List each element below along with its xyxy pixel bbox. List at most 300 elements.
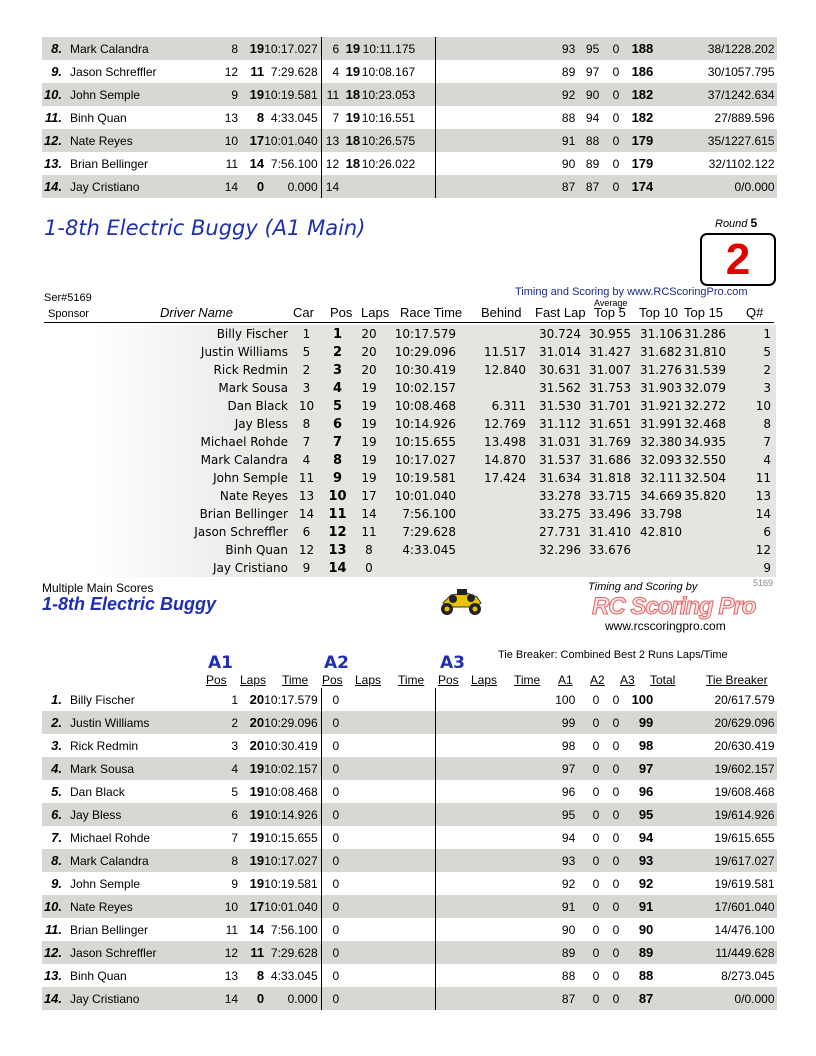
score-a2: 0 xyxy=(575,987,599,1010)
multi-main-code: 5169 xyxy=(753,578,774,588)
race-time: 10:14.926 xyxy=(386,415,456,433)
car-number: 1 xyxy=(290,325,323,343)
avg-top10: 31.903 xyxy=(631,379,682,397)
a1-laps: 19 xyxy=(249,830,265,845)
a2-laps xyxy=(343,849,360,872)
round-label xyxy=(715,216,757,230)
score-total: 188 xyxy=(619,37,653,60)
a1-pos: 3 xyxy=(231,738,239,753)
a2-laps: 18 xyxy=(343,129,360,152)
behind xyxy=(456,559,526,577)
a2-spacer xyxy=(418,734,435,757)
a3-spacer xyxy=(435,895,539,918)
fast-lap: 31.031 xyxy=(526,433,581,451)
score-a3: 0 xyxy=(599,83,619,106)
finish-position: 6 xyxy=(323,415,352,433)
buggy-icon xyxy=(437,583,485,619)
score-a3: 0 xyxy=(599,941,619,964)
avg-top5: 31.686 xyxy=(581,451,631,469)
a2-spacer xyxy=(418,849,435,872)
avg-top15: 32.550 xyxy=(684,453,726,467)
score-a3: 0 xyxy=(599,895,619,918)
race-time: 10:17.027 xyxy=(386,451,456,469)
main-event-results-table xyxy=(44,325,776,577)
score-total: 182 xyxy=(619,83,653,106)
overall-row xyxy=(42,941,777,964)
a3-spacer xyxy=(435,987,539,1010)
avg-top5: 33.496 xyxy=(581,505,631,523)
a1-pos: 8 xyxy=(202,849,244,872)
main-event-title: 1-8th Electric Buggy (A1 Main) xyxy=(44,216,366,240)
finish-position: 3 xyxy=(323,361,352,379)
a2-pos: 0 xyxy=(321,757,343,780)
tie-breaker: 32/1102.122 xyxy=(708,156,775,171)
a2-time-header: Time xyxy=(398,673,425,687)
tie-breaker: 35/1227.615 xyxy=(653,129,776,152)
race-time xyxy=(386,559,456,577)
a2-laps xyxy=(343,987,360,1010)
avg-top5 xyxy=(581,559,631,577)
laps: 14 xyxy=(352,505,386,523)
score-a3: 0 xyxy=(612,830,620,845)
a2-laps xyxy=(343,734,360,757)
header-laps: Laps xyxy=(361,305,390,320)
main-result-row xyxy=(44,343,776,361)
score-a1: 88 xyxy=(561,968,576,983)
driver-name: Dan Black xyxy=(44,397,290,415)
laps: 19 xyxy=(352,397,386,415)
a2-pos: 0 xyxy=(321,711,343,734)
car-number: 9 xyxy=(290,559,323,577)
behind: 17.424 xyxy=(456,469,526,487)
a3-spacer xyxy=(435,941,539,964)
a3-spacer xyxy=(435,803,539,826)
a1-time: 0.000 xyxy=(264,175,321,198)
score-total: 91 xyxy=(619,895,653,918)
a2-pos: 0 xyxy=(321,803,343,826)
a1-pos: 6 xyxy=(202,803,244,826)
a1-pos: 14 xyxy=(202,175,244,198)
a3-spacer xyxy=(435,106,539,129)
score-total: 179 xyxy=(631,156,654,171)
avg-top10: 31.106 xyxy=(631,325,682,343)
a2-time: 10:08.167 xyxy=(361,64,416,79)
overall-row xyxy=(42,711,777,734)
finish-position: 2 xyxy=(323,343,352,361)
tie-breaker-label: Tie Breaker: Combined Best 2 Runs Laps/Time xyxy=(498,649,728,661)
a2-laps: 19 xyxy=(345,110,361,125)
a1-time: 10:29.096 xyxy=(264,711,321,734)
driver-name: Rick Redmin xyxy=(44,361,290,379)
score-total: 100 xyxy=(631,692,654,707)
race-time: 10:17.579 xyxy=(386,325,456,343)
avg-top15 xyxy=(682,541,726,559)
driver-name: Michael Rohde xyxy=(44,433,290,451)
overall-row xyxy=(42,734,777,757)
overall-row xyxy=(42,872,777,895)
a1-time: 10:08.468 xyxy=(264,780,321,803)
driver-name: Justin Williams xyxy=(44,343,290,361)
a1-laps: 20 xyxy=(244,711,264,734)
qualifying-number: 4 xyxy=(726,451,776,469)
overall-row xyxy=(42,849,777,872)
laps: 20 xyxy=(352,361,386,379)
score-a2: 0 xyxy=(575,941,599,964)
finish-place: 11. xyxy=(44,110,63,125)
score-a1: 87 xyxy=(539,175,575,198)
avg-top15: 32.504 xyxy=(684,471,726,485)
fast-lap: 30.724 xyxy=(526,325,581,343)
race-time: 4:33.045 xyxy=(386,541,456,559)
avg-top5: 31.753 xyxy=(581,379,631,397)
finish-position: 5 xyxy=(323,397,352,415)
car-number: 4 xyxy=(290,451,323,469)
avg-top10: 31.991 xyxy=(631,415,682,433)
behind: 6.311 xyxy=(456,397,526,415)
driver-name: Brian Bellinger xyxy=(70,156,149,171)
fast-lap: 31.537 xyxy=(526,451,581,469)
a1-laps: 19 xyxy=(249,784,265,799)
finish-place: 6. xyxy=(42,803,66,826)
score-total: 94 xyxy=(638,830,654,845)
a3-spacer xyxy=(435,826,539,849)
a1-time: 10:17.027 xyxy=(264,849,321,872)
a2-laps: 18 xyxy=(345,156,361,171)
avg-top15: 32.468 xyxy=(684,417,726,431)
a2-time xyxy=(360,688,418,711)
a1-laps: 19 xyxy=(244,757,264,780)
score-total: 87 xyxy=(619,987,653,1010)
driver-name: Dan Black xyxy=(70,784,125,799)
race-time: 10:19.581 xyxy=(386,469,456,487)
qualifying-number: 13 xyxy=(726,487,776,505)
a3-spacer xyxy=(435,849,539,872)
sponsor-header: Sponsor xyxy=(48,308,89,320)
score-a3: 0 xyxy=(599,803,619,826)
main-result-row xyxy=(44,559,776,577)
score-total: 93 xyxy=(619,849,653,872)
score-a1: 90 xyxy=(561,156,576,171)
a1-pos: 11 xyxy=(225,922,239,937)
a2-pos: 0 xyxy=(321,895,343,918)
finish-position: 9 xyxy=(323,469,352,487)
score-a1: 87 xyxy=(539,987,575,1010)
driver-name: Nate Reyes xyxy=(66,895,202,918)
tie-breaker: 19/614.926 xyxy=(653,803,776,826)
overall-row xyxy=(42,688,777,711)
a1-time: 4:33.045 xyxy=(264,964,321,987)
timing-credit-link[interactable]: Timing and Scoring by www.RCScoringPro.com xyxy=(515,286,748,298)
score-a2: 0 xyxy=(575,803,599,826)
tie-breaker: 14/476.100 xyxy=(714,922,775,937)
avg-top15: 32.079 xyxy=(684,381,726,395)
laps: 11 xyxy=(352,523,386,541)
laps: 19 xyxy=(352,415,386,433)
a1-laps: 11 xyxy=(244,941,264,964)
a1-pos: 1 xyxy=(231,692,239,707)
main-result-row xyxy=(44,361,776,379)
score-a1: 94 xyxy=(561,830,576,845)
a1-laps-header: Laps xyxy=(240,673,267,687)
avg-top10: 32.111 xyxy=(631,469,682,487)
a1-pos: 12 xyxy=(224,64,239,79)
driver-name: Brian Bellinger xyxy=(44,505,290,523)
behind: 14.870 xyxy=(456,451,526,469)
tie-breaker: 17/601.040 xyxy=(653,895,776,918)
driver-name: Rick Redmin xyxy=(70,738,139,753)
avg-top10: 32.380 xyxy=(631,433,682,451)
score-total: 92 xyxy=(638,876,654,891)
a3-time-header: Time xyxy=(514,673,541,687)
a1-time: 10:02.157 xyxy=(264,757,321,780)
a2-laps xyxy=(343,895,360,918)
a2-laps xyxy=(343,826,360,849)
overall-results-table-top xyxy=(42,37,777,198)
score-a1: 91 xyxy=(539,129,575,152)
a1-laps: 19 xyxy=(244,803,264,826)
car-number: 8 xyxy=(290,415,323,433)
a1-pos: 5 xyxy=(231,784,239,799)
a2-spacer xyxy=(418,152,435,175)
a2-pos: 0 xyxy=(321,941,343,964)
header-top15: Top 15 xyxy=(684,305,724,320)
a2-heading: A2 xyxy=(324,653,349,673)
car-number: 7 xyxy=(290,433,323,451)
score-a2-header: A2 xyxy=(590,673,605,687)
header-behind: Behind xyxy=(481,305,522,320)
avg-top10 xyxy=(631,559,682,577)
race-time: 10:29.096 xyxy=(386,343,456,361)
fast-lap: 30.631 xyxy=(526,361,581,379)
a2-time xyxy=(360,826,418,849)
qualifying-number: 1 xyxy=(726,325,776,343)
avg-top5: 30.955 xyxy=(581,325,631,343)
a2-spacer xyxy=(418,175,435,198)
score-a1: 96 xyxy=(561,784,576,799)
multi-main-url[interactable]: www.rcscoringpro.com xyxy=(605,619,726,633)
a2-pos: 0 xyxy=(321,987,343,1010)
avg-top10: 34.669 xyxy=(631,487,682,505)
tie-breaker: 20/630.419 xyxy=(714,738,775,753)
overall-row xyxy=(42,987,777,1010)
a1-laps: 0 xyxy=(244,987,264,1010)
a3-spacer xyxy=(435,688,539,711)
a3-heading: A3 xyxy=(440,653,465,673)
score-a3: 0 xyxy=(612,64,620,79)
a1-laps: 0 xyxy=(244,175,264,198)
race-time: 10:15.655 xyxy=(386,433,456,451)
race-time: 10:08.468 xyxy=(386,397,456,415)
a1-time: 7:56.100 xyxy=(264,918,321,941)
score-a3: 0 xyxy=(599,757,619,780)
qualifying-number: 14 xyxy=(726,505,776,523)
driver-name: Binh Quan xyxy=(44,541,290,559)
a1-time: 10:19.581 xyxy=(264,872,321,895)
avg-top5: 33.715 xyxy=(581,487,631,505)
a2-time xyxy=(360,849,418,872)
score-a2: 0 xyxy=(575,895,599,918)
fast-lap: 31.014 xyxy=(526,343,581,361)
score-total: 99 xyxy=(619,711,653,734)
rc-scoring-pro-logo: RC Scoring Pro xyxy=(592,593,756,620)
car-number: 12 xyxy=(290,541,323,559)
avg-top10: 33.798 xyxy=(631,505,682,523)
finish-place: 14. xyxy=(42,987,66,1010)
tie-breaker: 19/602.157 xyxy=(653,757,776,780)
main-number-badge: 2 xyxy=(700,233,776,286)
tie-breaker: 0/0.000 xyxy=(653,175,776,198)
laps: 19 xyxy=(352,379,386,397)
a1-laps: 19 xyxy=(244,37,264,60)
driver-name: Jay Bless xyxy=(44,415,290,433)
tie-breaker: 19/615.655 xyxy=(714,830,775,845)
a2-laps xyxy=(343,918,360,941)
finish-place: 12. xyxy=(42,129,66,152)
finish-place: 9. xyxy=(51,876,63,891)
round-text: Round xyxy=(715,218,748,230)
overall-row xyxy=(42,83,777,106)
a1-pos-header: Pos xyxy=(206,673,227,687)
score-a3: 0 xyxy=(612,738,620,753)
driver-name: Binh Quan xyxy=(70,968,127,983)
driver-name: Brian Bellinger xyxy=(70,922,149,937)
a1-laps: 20 xyxy=(249,738,265,753)
a1-laps: 20 xyxy=(249,692,265,707)
a3-spacer xyxy=(435,918,539,941)
score-a3: 0 xyxy=(612,692,620,707)
main-result-row xyxy=(44,433,776,451)
score-total: 179 xyxy=(619,129,653,152)
a2-laps xyxy=(343,803,360,826)
race-time: 10:01.040 xyxy=(386,487,456,505)
driver-name: Billy Fischer xyxy=(44,325,290,343)
behind xyxy=(456,379,526,397)
score-a1: 97 xyxy=(539,757,575,780)
avg-top5: 31.701 xyxy=(581,397,631,415)
a3-spacer xyxy=(435,37,539,60)
score-total: 95 xyxy=(619,803,653,826)
a1-laps: 8 xyxy=(256,110,265,125)
score-a2: 0 xyxy=(592,784,600,799)
laps: 8 xyxy=(352,541,386,559)
driver-name: Mark Calandra xyxy=(44,451,290,469)
qualifying-number: 7 xyxy=(726,433,776,451)
header-underline xyxy=(44,322,774,323)
header-top10: Top 10 xyxy=(639,305,679,320)
a1-time: 10:15.655 xyxy=(264,826,321,849)
car-number: 5 xyxy=(290,343,323,361)
score-total: 88 xyxy=(638,968,654,983)
qualifying-number: 6 xyxy=(726,523,776,541)
finish-place: 13. xyxy=(43,156,63,171)
a2-laps xyxy=(343,175,360,198)
a2-pos: 4 xyxy=(332,64,340,79)
a3-spacer xyxy=(435,780,539,803)
driver-name: Michael Rohde xyxy=(70,830,151,845)
a3-spacer xyxy=(435,129,539,152)
finish-position: 10 xyxy=(323,487,352,505)
multi-main-timing-label: Timing and Scoring by xyxy=(588,581,698,593)
a1-pos: 9 xyxy=(202,83,244,106)
tie-breaker: 20/617.579 xyxy=(714,692,775,707)
a2-spacer xyxy=(418,83,435,106)
score-a1: 89 xyxy=(539,941,575,964)
a1-heading: A1 xyxy=(208,653,233,673)
score-a2: 0 xyxy=(592,922,600,937)
overall-row xyxy=(42,895,777,918)
a2-time xyxy=(360,780,418,803)
tie-breaker: 19/619.581 xyxy=(714,876,775,891)
a2-spacer xyxy=(418,688,435,711)
a2-pos: 0 xyxy=(332,968,340,983)
driver-name: Binh Quan xyxy=(70,110,127,125)
score-a1: 91 xyxy=(539,895,575,918)
avg-top10: 31.276 xyxy=(631,361,682,379)
main-result-row xyxy=(44,469,776,487)
score-a3: 0 xyxy=(612,784,620,799)
header-fast-lap: Fast Lap xyxy=(535,305,586,320)
driver-name: John Semple xyxy=(70,876,141,891)
avg-top10: 31.682 xyxy=(631,343,682,361)
a2-time: 10:26.575 xyxy=(360,129,418,152)
a2-laps xyxy=(343,780,360,803)
multi-main-label: Multiple Main Scores xyxy=(42,581,154,595)
behind xyxy=(456,523,526,541)
a2-spacer xyxy=(418,895,435,918)
car-number: 13 xyxy=(290,487,323,505)
a1-time: 7:29.628 xyxy=(264,941,321,964)
tie-breaker: 27/889.596 xyxy=(714,110,775,125)
main-result-row xyxy=(44,523,776,541)
overall-row xyxy=(42,803,777,826)
qualifying-number: 3 xyxy=(726,379,776,397)
overall-row xyxy=(42,60,777,83)
score-a3: 0 xyxy=(599,849,619,872)
car-number: 11 xyxy=(290,469,323,487)
a2-pos: 0 xyxy=(332,876,340,891)
score-a2: 0 xyxy=(592,876,600,891)
laps: 17 xyxy=(352,487,386,505)
a3-laps-header: Laps xyxy=(471,673,498,687)
fast-lap: 31.634 xyxy=(526,469,581,487)
behind: 12.840 xyxy=(456,361,526,379)
a2-spacer xyxy=(418,964,435,987)
tie-breaker: 37/1242.634 xyxy=(653,83,776,106)
finish-place: 4. xyxy=(42,757,66,780)
a2-laps: 19 xyxy=(343,37,360,60)
avg-top10 xyxy=(631,541,682,559)
score-a1: 99 xyxy=(539,711,575,734)
race-time: 10:30.419 xyxy=(386,361,456,379)
a2-laps xyxy=(343,711,360,734)
finish-place: 2. xyxy=(42,711,66,734)
qualifying-number: 9 xyxy=(726,559,776,577)
a2-spacer xyxy=(418,757,435,780)
overall-row xyxy=(42,826,777,849)
tie-breaker: 8/273.045 xyxy=(721,968,775,983)
avg-top10: 42.810 xyxy=(631,523,682,541)
a3-spacer xyxy=(435,175,539,198)
a2-time: 10:26.022 xyxy=(361,156,416,171)
driver-name: Mark Calandra xyxy=(66,37,202,60)
score-total: 96 xyxy=(638,784,654,799)
main-result-row xyxy=(44,397,776,415)
behind: 11.517 xyxy=(456,343,526,361)
a1-laps: 8 xyxy=(256,968,265,983)
a3-spacer xyxy=(435,152,539,175)
a2-pos: 0 xyxy=(332,784,340,799)
a2-pos: 0 xyxy=(332,830,340,845)
